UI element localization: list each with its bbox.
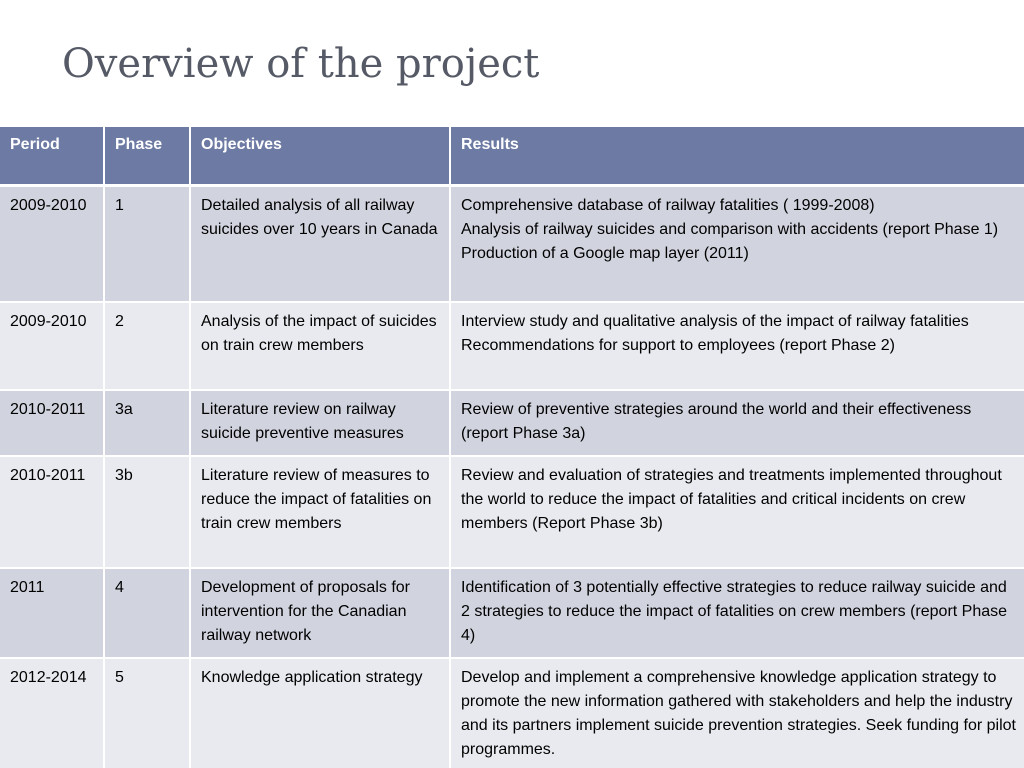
table-header-row xyxy=(0,127,1024,186)
cell-phase: 3b xyxy=(104,456,190,568)
cell-period: 2010-2011 xyxy=(0,456,104,568)
result-line: Recommendations for support to employees (report Phase 2) xyxy=(461,336,895,354)
header-objectives: Objectives xyxy=(190,127,450,186)
slide-title: Overview of the project xyxy=(62,41,540,87)
header-phase: Phase xyxy=(104,127,190,186)
cell-period: 2009-2010 xyxy=(0,186,104,302)
cell-period: 2009-2010 xyxy=(0,302,104,390)
cell-period: 2012-2014 xyxy=(0,658,104,768)
result-line: Production of a Google map layer (2011) xyxy=(461,245,749,262)
result-line: Analysis of railway suicides and comparison with accidents (report Phase 1) xyxy=(461,221,999,238)
cell-results xyxy=(450,658,1024,768)
result-line: Develop and implement a comprehensive knowledge application strategy to promote the new information gathered with stakeholders and help the industry and its partners implement suicide prevention strategies. Seek funding for pilot programmes. xyxy=(461,668,1016,758)
table-row xyxy=(0,186,1024,302)
table-row xyxy=(0,302,1024,390)
cell-objectives: Literature review on railway suicide preventive measures xyxy=(190,390,450,456)
table-row xyxy=(0,658,1024,768)
cell-objectives: Detailed analysis of all railway suicides over 10 years in Canada xyxy=(190,186,450,302)
cell-results xyxy=(450,456,1024,568)
cell-phase: 3a xyxy=(104,390,190,456)
result-line: Review and evaluation of strategies and treatments implemented throughout the world to reduce the impact of fatalities and critical incidents on crew members (Report Phase 3b) xyxy=(461,466,1002,532)
cell-period: 2011 xyxy=(0,568,104,658)
cell-objectives: Knowledge application strategy xyxy=(190,658,450,768)
result-line: Identification of 3 potentially effective strategies to reduce railway suicide and 2 strategies to reduce the impact of fatalities on crew members (report Phase 4) xyxy=(461,578,1008,644)
cell-phase: 4 xyxy=(104,568,190,658)
project-overview-table xyxy=(0,127,1024,768)
result-line: Review of preventive strategies around the world and their effectiveness (report Phase 3a) xyxy=(461,400,972,442)
header-period: Period xyxy=(0,127,104,186)
cell-results xyxy=(450,186,1024,302)
table-row xyxy=(0,568,1024,658)
result-line: Interview study and qualitative analysis of the impact of railway fatalities xyxy=(461,312,969,330)
cell-phase: 1 xyxy=(104,186,190,302)
result-line: Comprehensive database of railway fatalities ( 1999-2008) xyxy=(461,197,875,214)
cell-objectives: Literature review of measures to reduce the impact of fatalities on train crew members xyxy=(190,456,450,568)
header-results: Results xyxy=(450,127,1024,186)
cell-results xyxy=(450,568,1024,658)
cell-phase: 2 xyxy=(104,302,190,390)
table-row xyxy=(0,390,1024,456)
cell-objectives: Development of proposals for intervention for the Canadian railway network xyxy=(190,568,450,658)
cell-results xyxy=(450,302,1024,390)
table-row xyxy=(0,456,1024,568)
cell-period: 2010-2011 xyxy=(0,390,104,456)
cell-objectives: Analysis of the impact of suicides on train crew members xyxy=(190,302,450,390)
cell-results xyxy=(450,390,1024,456)
cell-phase: 5 xyxy=(104,658,190,768)
